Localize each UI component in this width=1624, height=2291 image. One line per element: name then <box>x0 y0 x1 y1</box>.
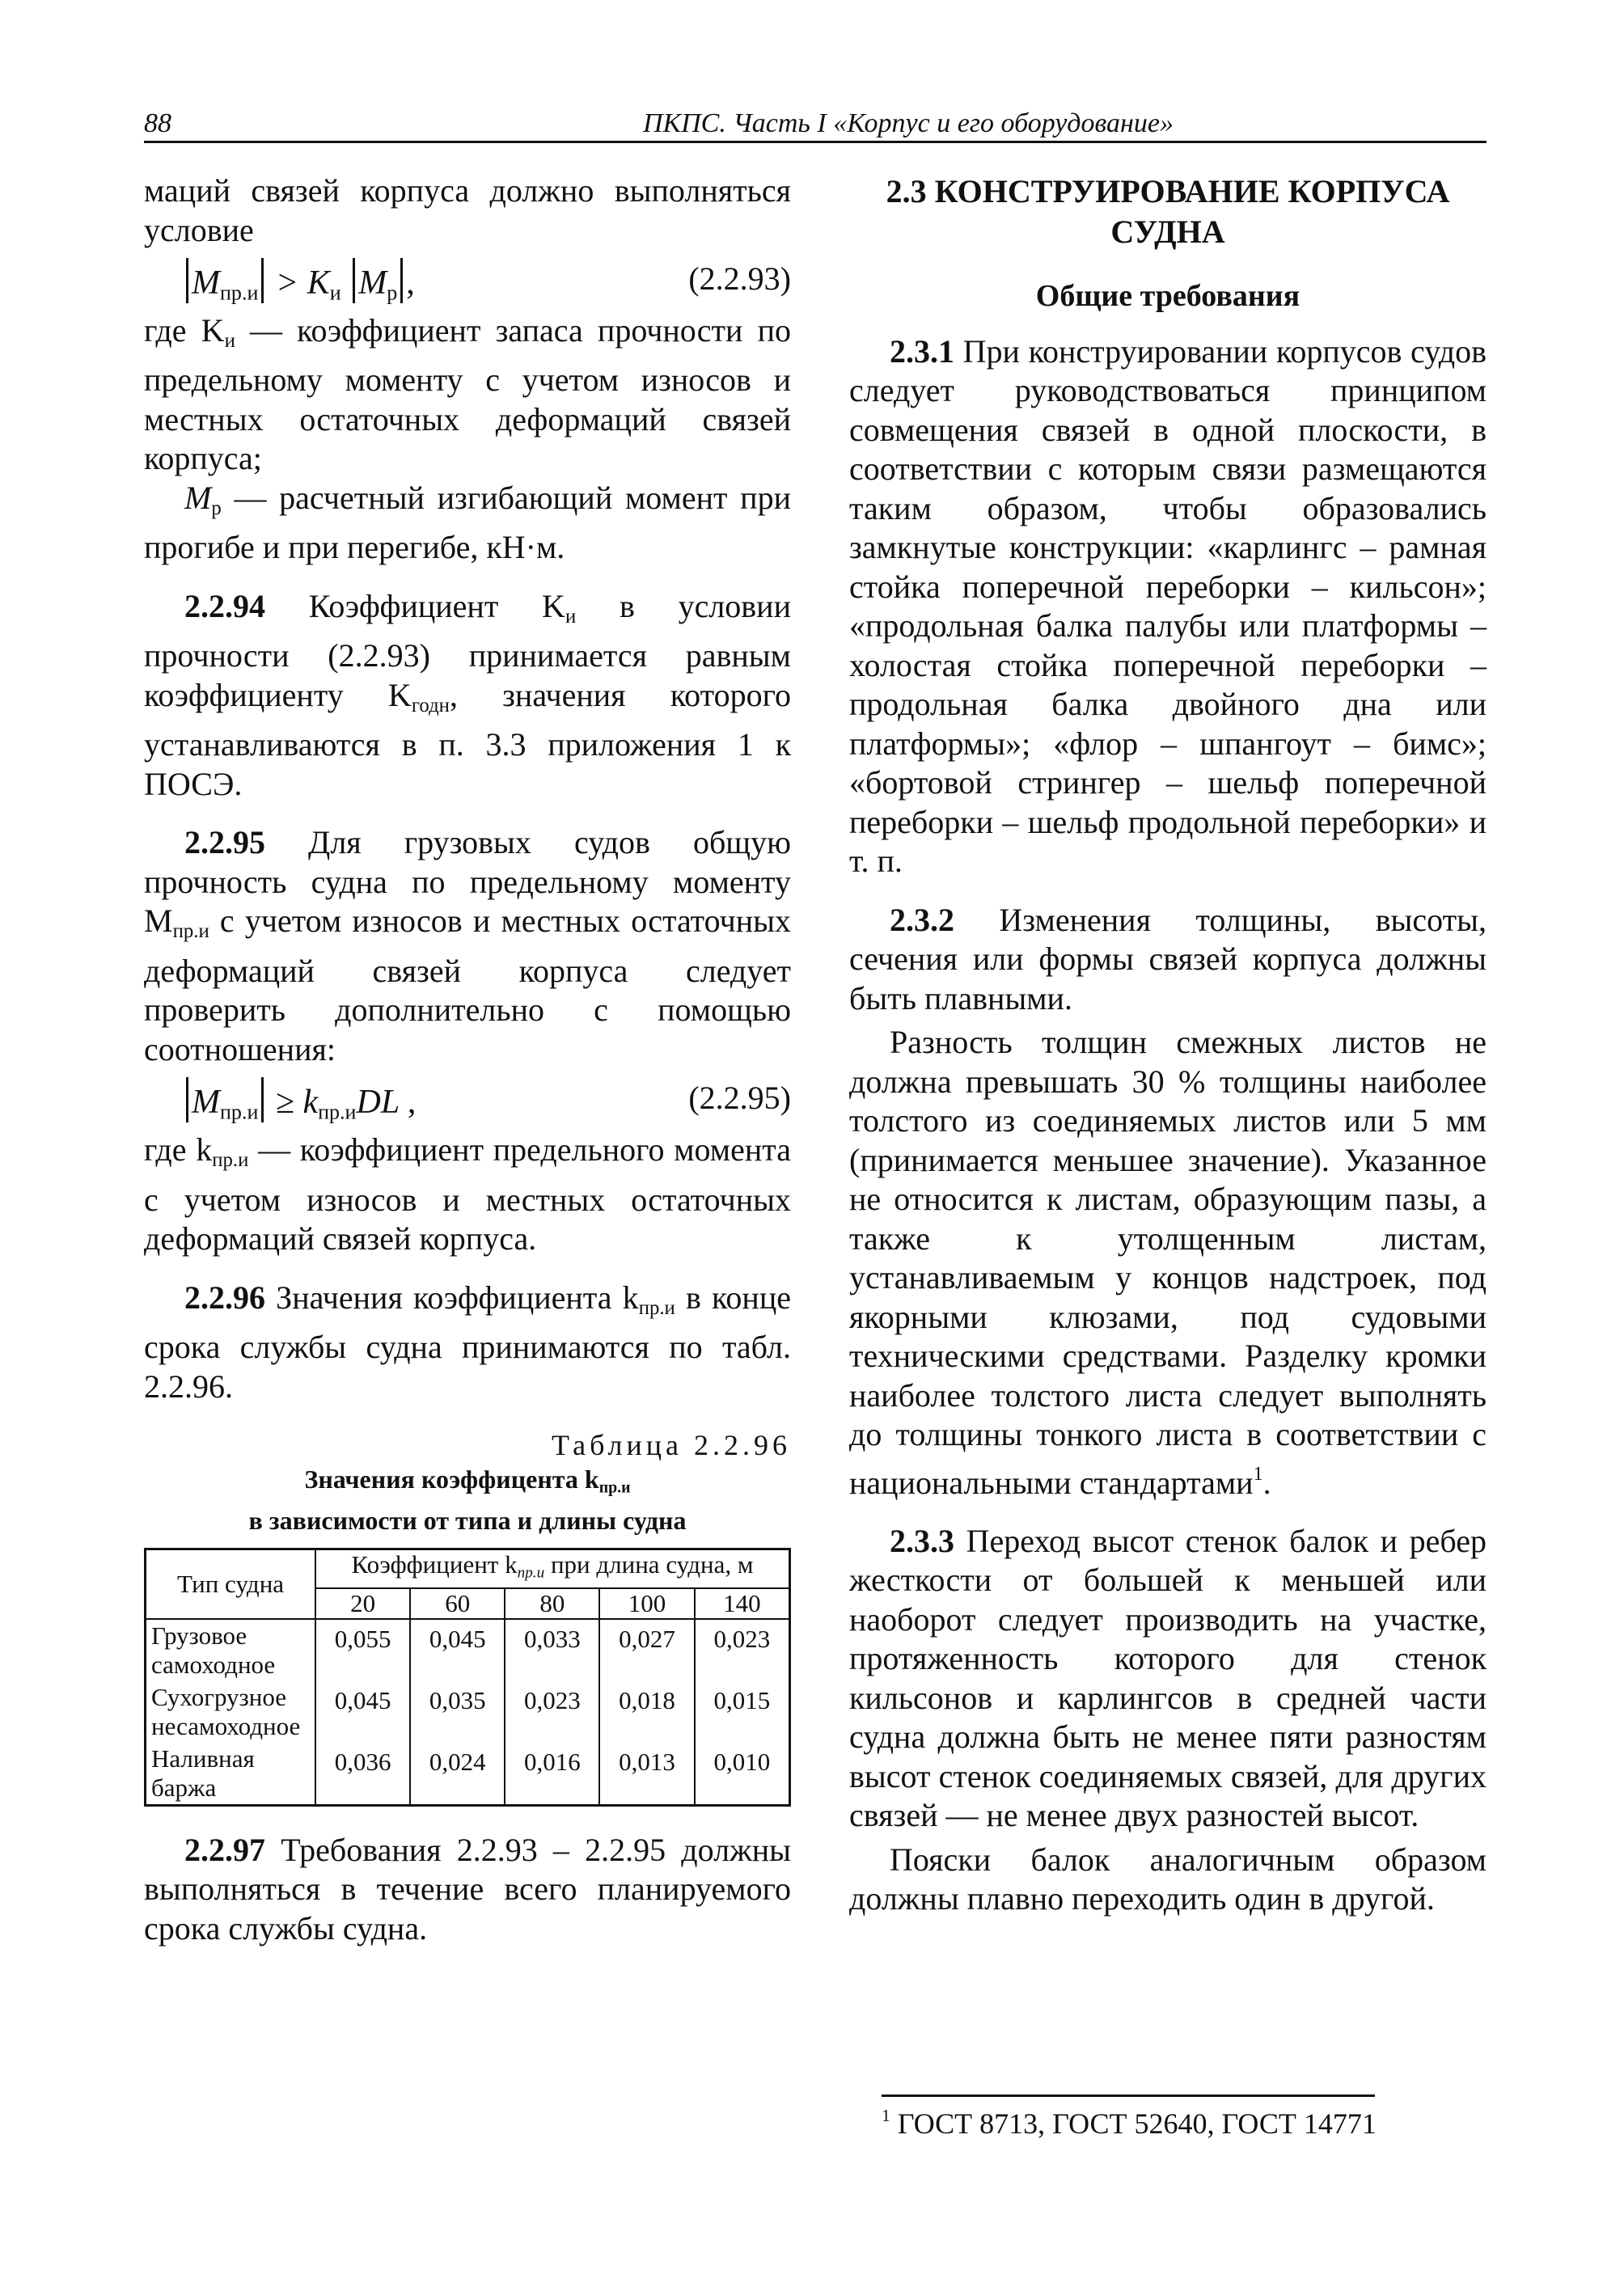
definition-k: где $K_и$ — коэффициент запаса прочности по предельному моменту с учетом износов и местных остаточных деформаций связей корпуса; <box>144 312 792 477</box>
coefficient-cell: 0,024 <box>410 1743 505 1806</box>
paragraph-2-3-3-detail: Пояски балок аналогичным образом должны плавно переходить один в другой. <box>849 1841 1487 1917</box>
subsection-title: Общие требования <box>1035 279 1300 313</box>
coefficient-cell: 0,045 <box>315 1681 410 1743</box>
paragraph-2-2-97: 2.2.97 Требования 2.2.93 – 2.2.95 должны выполняться в течение всего планируемого срока службы судна. <box>144 1831 791 1947</box>
coefficient-cell: 0,045 <box>410 1619 505 1681</box>
header-ship-type: Тип судна <box>146 1549 316 1619</box>
running-title: ПКПС. Часть I «Корпус и его оборудование» <box>643 108 1174 138</box>
paragraph-2-3-3: 2.3.3 Переход высот стенок балок и ребер жесткости от большей к меньшей или наоборот следует производить на участке, протяженность которого для стенок кильсонов и карлингсов в средней части судна должна быть не менее пяти разностям высот стенок соединяемых связей, для других связей — не менее двух разностей высот. <box>849 1522 1487 1834</box>
right-column <box>849 171 1487 1919</box>
paragraph-2-2-94: 2.2.94 Коэффициент $K_и$ в условии прочности (2.2.93) принимается равным коэффициенту $K_{годн}$, значения которого устанавливаются в п. 3.3 приложения 1 к ПОСЭ. <box>144 587 791 802</box>
coefficient-cell: 0,015 <box>695 1681 790 1743</box>
coefficient-cell: 0,055 <box>315 1619 410 1681</box>
page-header <box>144 104 1487 143</box>
ship-type-cell: Сухогрузное несамоходное <box>146 1681 316 1743</box>
table-caption: Таблица 2.2.96 <box>552 1429 791 1462</box>
definition-kpr: где $k_{пр.и}$ — коэффициент предельного момента с учетом износов и местных остаточных деформаций связей корпуса. <box>144 1131 791 1258</box>
ship-type-cell: Грузовое самоходное <box>146 1619 316 1681</box>
left-column <box>144 171 791 1948</box>
paragraph-2-3-1: 2.3.1 При конструировании корпусов судов следует руководствоваться принципом совмещения связей в одной плоскости, в соответствии с которым связи размещаются таким образом, чтобы образовались замкнутые конструкции: «карлингс – рамная стойка поперечной переборки – кильсон»; «продольная балка палубы или платформы – холостая стойка поперечной переборки – продольная балка двойного дна или платформы»; «флор – шпангоут – бимс»; «бортовой стрингер – шельф поперечной переборки – шельф продольной переборки» и т. п. <box>849 332 1487 879</box>
formula-number: (2.2.93) <box>688 260 791 297</box>
page-number: 88 <box>144 108 171 138</box>
header-length: 20 <box>315 1588 410 1619</box>
table-row <box>146 1619 790 1681</box>
coefficient-cell: 0,027 <box>599 1619 694 1681</box>
paragraph-2-3-2: 2.3.2 Изменения толщины, высоты, сечения или формы связей корпуса должны быть плавными. <box>849 901 1487 1017</box>
coefficient-cell: 0,036 <box>315 1743 410 1806</box>
footnote-ref: 1 <box>1253 1463 1263 1485</box>
paragraph-2-2-95: 2.2.95 Для грузовых судов общую прочность судна по предельному моменту $M_{пр.и}$ с учетом износов и местных остаточных деформаций связей корпуса следует проверить дополнительно с помощью соотношения: <box>144 824 791 1067</box>
header-length: 60 <box>410 1588 505 1619</box>
table-row <box>146 1681 790 1743</box>
coefficient-cell: 0,035 <box>410 1681 505 1743</box>
header-coefficient: Коэффициент $k_{пр.и}$ при длина судна, м <box>315 1549 790 1588</box>
footnote: $^1$ ГОСТ 8713, ГОСТ 52640, ГОСТ 14771 <box>882 2106 1377 2141</box>
table-title: Значения коэффицента $k_{пр.и}$ в зависимости от типа и длины судна <box>248 1465 687 1535</box>
coefficient-table <box>144 1548 791 1807</box>
ship-type-cell: Наливная баржа <box>146 1743 316 1806</box>
coefficient-cell: 0,013 <box>599 1743 694 1806</box>
paragraph-2-2-96: 2.2.96 Значения коэффициента $k_{пр.и}$ в конце срока службы судна принимаются по табл. 2.2.96. <box>144 1279 791 1405</box>
table-row <box>146 1743 790 1806</box>
section-title: 2.3 КОНСТРУИРОВАНИЕ КОРПУСА СУДНА <box>886 173 1450 250</box>
formula-2-2-93: $M_{пр.и} > K_и$ $M_р$ , (2.2.93) <box>144 253 791 310</box>
coefficient-cell: 0,023 <box>695 1619 790 1681</box>
definition-mp: $M_р$ — расчетный изгибающий момент при прогибе и при перегибе, кН·м. <box>144 479 791 566</box>
footnote-divider <box>882 2094 1375 2097</box>
paragraph-2-3-2-detail: Разность толщин смежных листов не должна превышать 30 % толщины наиболее толстого из соединяемых листов или 5 мм (принимается меньшее значение). Указанное не относится к листам, образующим пазы, а также к утолщенным листам, устанавливаемым у концов надстроек, под якорными клюзами, под судовыми техническими средствами. Разделку кромки наиболее толстого листа следует выполнять до толщины тонкого листа в соответствии с национальными стандартами$^1$. <box>849 1024 1487 1501</box>
header-length: 80 <box>505 1588 599 1619</box>
header-length: 100 <box>599 1588 694 1619</box>
coefficient-cell: 0,018 <box>599 1681 694 1743</box>
coefficient-cell: 0,023 <box>505 1681 599 1743</box>
coefficient-cell: 0,016 <box>505 1743 599 1806</box>
paragraph-intro: маций связей корпуса должно выполняться условие <box>144 172 791 248</box>
formula-2-2-95: $M_{пр.и} \ge k_{пр.и}DL$ , (2.2.95) <box>144 1072 791 1129</box>
coefficient-cell: 0,033 <box>505 1619 599 1681</box>
coefficient-cell: 0,010 <box>695 1743 790 1806</box>
formula-number: (2.2.95) <box>688 1080 791 1117</box>
header-length: 140 <box>695 1588 790 1619</box>
